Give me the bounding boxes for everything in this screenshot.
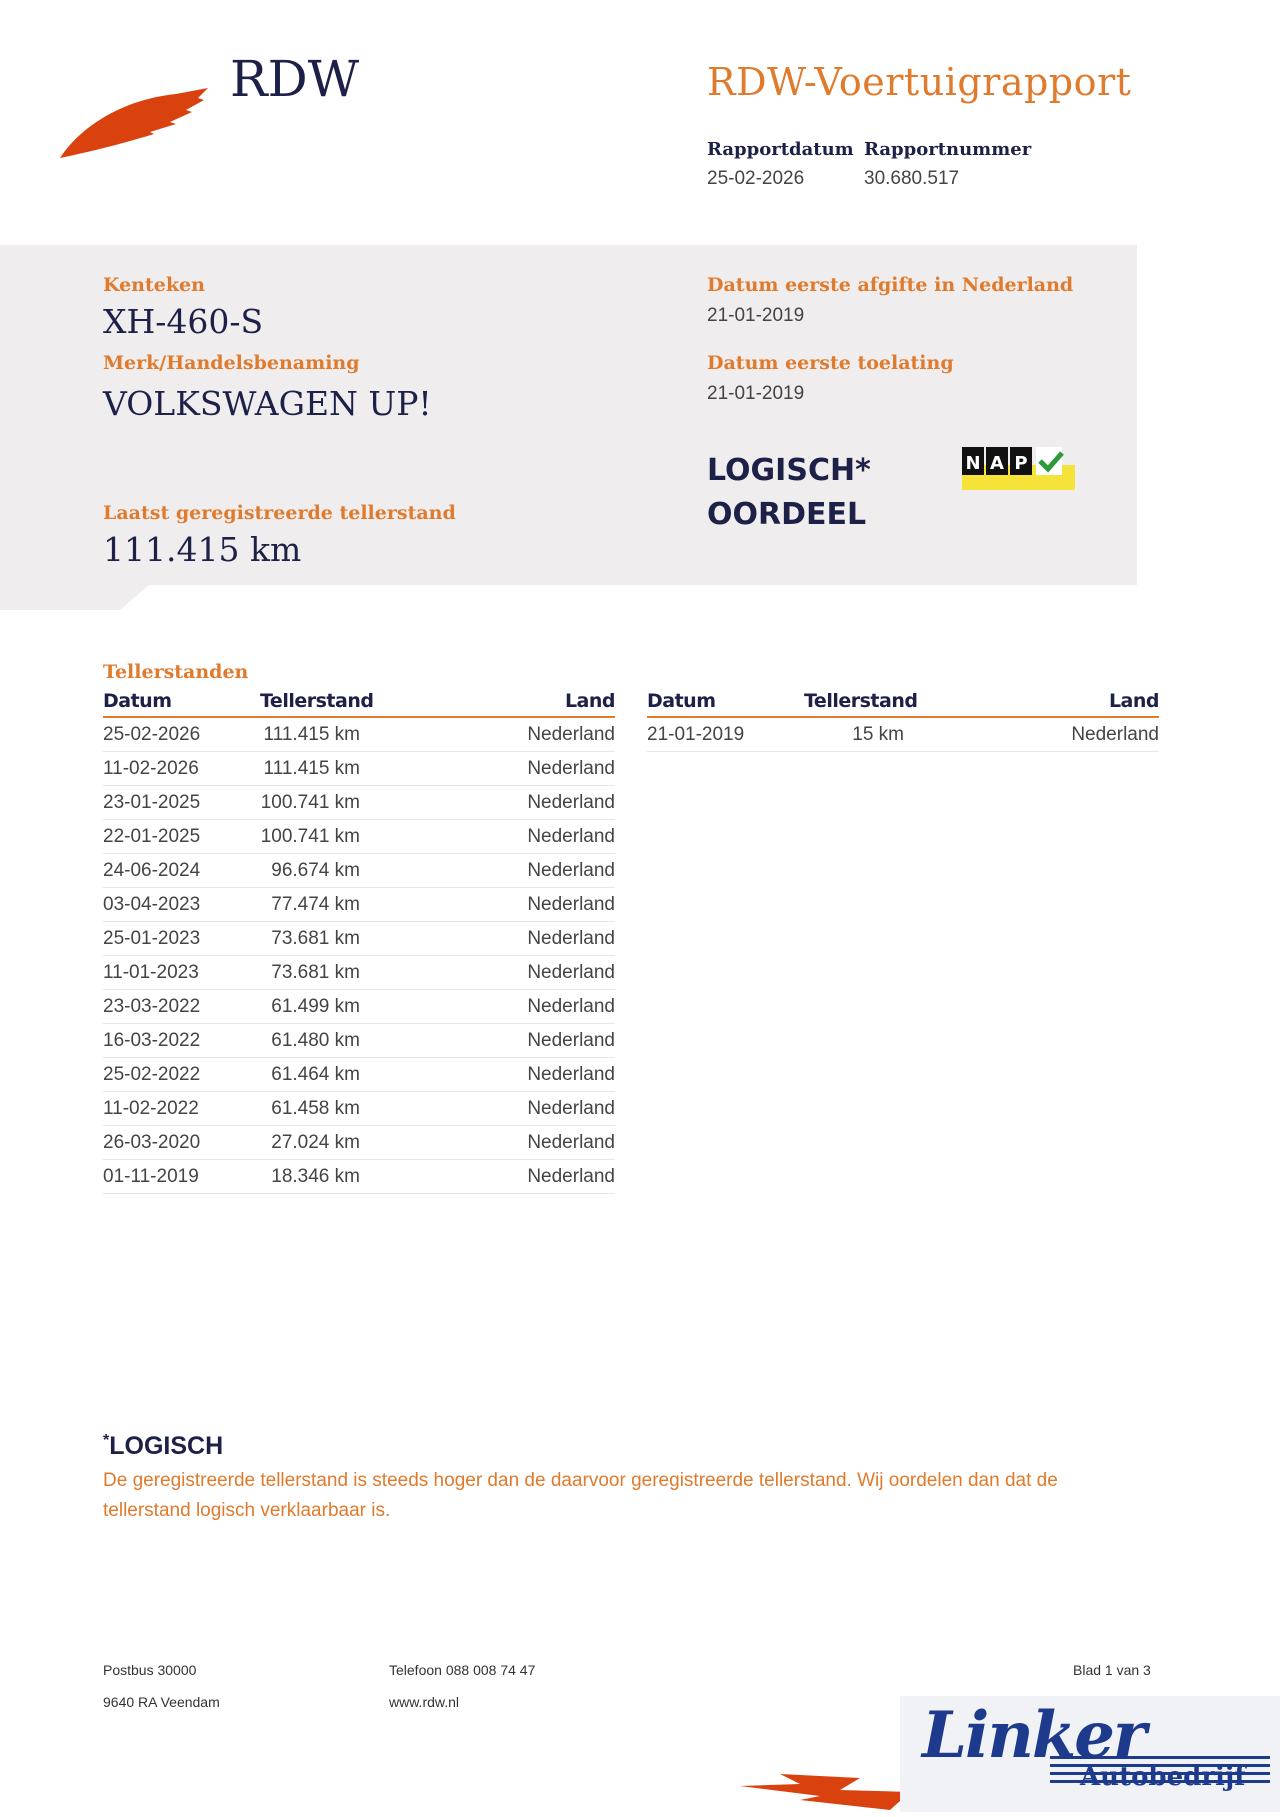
row-country: Nederland (527, 927, 615, 949)
header-country: Land (1108, 690, 1159, 712)
row-country: Nederland (527, 825, 615, 847)
nap-letter-a: A (990, 453, 1004, 474)
row-reading: 61.458 km (271, 1097, 360, 1119)
row-country: Nederland (527, 757, 615, 779)
first-admission-value: 21-01-2019 (707, 383, 805, 404)
first-admission-label: Datum eerste toelating (707, 352, 954, 374)
report-number: 30.680.517 (864, 168, 960, 189)
row-date: 11-02-2022 (103, 1097, 199, 1119)
row-country: Nederland (527, 1063, 615, 1085)
row-date: 16-03-2022 (103, 1029, 201, 1051)
row-country: Nederland (527, 1165, 615, 1187)
row-country: Nederland (527, 1029, 615, 1051)
table-row (103, 1058, 615, 1092)
row-reading: 77.474 km (271, 893, 360, 915)
row-country: Nederland (527, 995, 615, 1017)
explanation-text: De geregistreerde tellerstand is steeds hoger dan de daarvoor geregistreerde tellerstand. Wij oordelen dan dat de tellerstand logisch verklaarbaar is. (103, 1470, 1058, 1521)
footer-address-1: Postbus 30000 (103, 1662, 197, 1678)
dealer-subtitle: Autobedrijf (1080, 1762, 1246, 1792)
row-country: Nederland (527, 1097, 615, 1119)
footer-swoosh-icon (740, 1760, 910, 1817)
report-title: RDW-Voertuigrapport (707, 60, 1132, 104)
table-row (103, 1126, 615, 1160)
row-date: 25-02-2022 (103, 1063, 201, 1085)
table-row (103, 786, 615, 820)
table-row (103, 922, 615, 956)
nap-letter-p: P (1014, 453, 1028, 474)
dealer-logo (900, 1696, 1280, 1812)
row-reading: 73.681 km (271, 927, 360, 949)
row-date: 23-01-2025 (103, 791, 201, 813)
table-row (103, 718, 615, 752)
row-date: 11-01-2023 (103, 961, 199, 983)
row-country: Nederland (527, 893, 615, 915)
vehicle-panel-tab (0, 584, 150, 610)
plate-label: Kenteken (103, 274, 205, 296)
table-header (103, 690, 615, 718)
row-date: 26-03-2020 (103, 1131, 201, 1153)
row-reading: 15 km (852, 723, 904, 745)
row-country: Nederland (527, 859, 615, 881)
table-row (103, 888, 615, 922)
rdw-wordmark: RDW (230, 50, 360, 108)
table-row (103, 752, 615, 786)
row-date: 21-01-2019 (647, 723, 745, 745)
row-reading: 61.480 km (271, 1029, 360, 1051)
row-country: Nederland (527, 723, 615, 745)
row-reading: 111.415 km (263, 757, 360, 779)
table-row (647, 718, 1159, 752)
row-date: 03-04-2023 (103, 893, 201, 915)
footer-phone: Telefoon 088 008 74 47 (389, 1662, 536, 1678)
row-date: 01-11-2019 (103, 1165, 199, 1187)
row-date: 11-02-2026 (103, 757, 199, 779)
table-row (103, 1024, 615, 1058)
row-reading: 27.024 km (271, 1131, 360, 1153)
plate-value: XH-460-S (103, 302, 264, 341)
row-country: Nederland (527, 961, 615, 983)
rdw-logo-icon (58, 80, 208, 165)
make-value: VOLKSWAGEN UP! (103, 384, 432, 423)
explanation-star: * (103, 1432, 110, 1449)
odometer-value: 111.415 km (103, 530, 302, 569)
header-date: Datum (647, 690, 716, 712)
footer-website-link[interactable]: www.rdw.nl (389, 1694, 460, 1710)
dealer-name: Linker (922, 1698, 1145, 1773)
row-reading: 100.741 km (260, 791, 360, 813)
table-row (103, 820, 615, 854)
first-issue-label: Datum eerste afgifte in Nederland (707, 274, 1074, 296)
odometer-table-left (103, 690, 615, 1194)
row-date: 23-03-2022 (103, 995, 201, 1017)
row-date: 25-02-2026 (103, 723, 201, 745)
make-label: Merk/Handelsbenaming (103, 352, 360, 374)
footer-address-2: 9640 RA Veendam (103, 1694, 220, 1710)
report-date: 25-02-2026 (707, 168, 805, 189)
report-number-label: Rapportnummer (864, 139, 1032, 160)
footer-page-number: Blad 1 van 3 (1073, 1662, 1151, 1678)
table-row (103, 956, 615, 990)
row-country: Nederland (527, 1131, 615, 1153)
nap-logo-icon (962, 447, 1075, 490)
verdict-line-2: OORDEEL (707, 497, 867, 532)
row-date: 24-06-2024 (103, 859, 201, 881)
nap-letter-n: N (965, 453, 981, 474)
table-header (647, 690, 1159, 718)
row-reading: 18.346 km (271, 1165, 360, 1187)
row-reading: 111.415 km (263, 723, 360, 745)
explanation-title (103, 1432, 223, 1461)
odometer-label: Laatst geregistreerde tellerstand (103, 502, 456, 524)
header-reading: Tellerstand (804, 690, 918, 712)
table-row (103, 1092, 615, 1126)
header-country: Land (564, 690, 615, 712)
row-reading: 100.741 km (260, 825, 360, 847)
verdict (707, 449, 871, 537)
row-reading: 61.499 km (271, 995, 360, 1017)
row-country: Nederland (527, 791, 615, 813)
row-date: 25-01-2023 (103, 927, 201, 949)
odometer-table-title: Tellerstanden (103, 661, 249, 683)
table-row (103, 854, 615, 888)
header-reading: Tellerstand (260, 690, 374, 712)
verdict-line-1: LOGISCH* (707, 453, 871, 488)
report-date-label: Rapportdatum (707, 139, 854, 160)
row-reading: 96.674 km (271, 859, 360, 881)
first-issue-value: 21-01-2019 (707, 305, 805, 326)
row-reading: 61.464 km (271, 1063, 360, 1085)
row-country: Nederland (1071, 723, 1159, 745)
row-reading: 73.681 km (271, 961, 360, 983)
table-row (103, 990, 615, 1024)
row-date: 22-01-2025 (103, 825, 201, 847)
table-row (103, 1160, 615, 1194)
header-date: Datum (103, 690, 172, 712)
odometer-table-right (647, 690, 1159, 752)
explanation-title-text: LOGISCH (109, 1432, 224, 1460)
